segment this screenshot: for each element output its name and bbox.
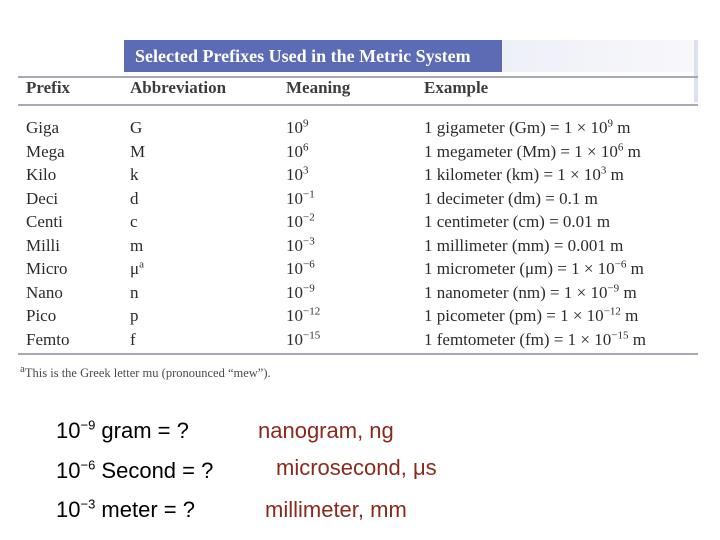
example-cell: 1 centimeter (cm) = 0.01 m [424, 212, 611, 231]
footnote-text: This is the Greek letter mu (pronounced “mew”). [24, 366, 271, 380]
table-row [0, 235, 720, 259]
table-body [0, 117, 720, 352]
prefix-cell: Nano [26, 282, 63, 302]
prefix-cell: Pico [26, 306, 57, 325]
bottom-rule [18, 353, 698, 355]
abbreviation-cell: f [130, 329, 136, 349]
example-cell: 1 nanometer $(nm) = 1 \times 10^{-9}$ m [424, 281, 637, 302]
header-prefix: Prefix [26, 78, 71, 97]
abbreviation-cell: k [130, 165, 139, 184]
example-cell: 1 decimeter (dm) = 0.1 m [424, 188, 598, 208]
abbreviation-cell: d [130, 188, 139, 208]
prefix-cell: Kilo [26, 165, 57, 184]
prefix-cell: Centi [26, 212, 63, 231]
header-abbreviation: Abbreviation [130, 78, 227, 97]
prefix-cell: Mega [26, 141, 65, 161]
abbreviation-cell: M [130, 141, 146, 161]
abbreviation-cell: n [130, 282, 139, 302]
table-title: Selected Prefixes Used in the Metric System [124, 40, 502, 72]
table-row [0, 282, 720, 306]
prefix-cell: Micro [26, 259, 68, 278]
meaning-cell: $10^{-3}$ [286, 234, 315, 255]
meaning-cell: $10^{-6}$ [286, 258, 315, 278]
table-header [0, 78, 720, 100]
abbreviation-cell: $\mu^a$ [130, 258, 145, 278]
meaning-cell: $10^6$ [286, 140, 309, 161]
table-row [0, 117, 720, 141]
answer-3: millimeter, mm [265, 497, 407, 522]
table-row [0, 329, 720, 353]
example-cell: 1 femtometer $(fm) = 1 \times 10^{-15}$ m [424, 328, 646, 349]
example-cell: 1 megameter $(Mm) = 1 \times 10^6$ m [424, 140, 641, 161]
example-cell: 1 gigameter $(Gm) = 1 \times 10^9$ m [424, 117, 631, 137]
title-bar-extension [502, 40, 698, 72]
table-row [0, 188, 720, 212]
meaning-cell: $10^{-1}$ [286, 187, 315, 208]
abbreviation-cell: G [130, 118, 143, 137]
example-cell: 1 picometer $(pm) = 1 \times 10^{-12}$ m [424, 305, 639, 325]
abbreviation-cell: p [130, 306, 139, 325]
meaning-cell: $10^{-15}$ [286, 328, 321, 349]
abbreviation-cell: m [130, 235, 144, 255]
table-row [0, 258, 720, 282]
meaning-cell: $10^{-2}$ [286, 211, 315, 231]
header-rule [18, 104, 698, 106]
answer-2: microsecond, μs [276, 455, 437, 480]
abbreviation-cell: c [130, 212, 138, 231]
header-meaning: Meaning [286, 78, 351, 97]
footnote-mark: a [20, 362, 25, 375]
example-cell: 1 kilometer $(km) = 1 \times 10^3$ m [424, 164, 624, 184]
meaning-cell: $10^{-9}$ [286, 281, 315, 302]
table-row [0, 211, 720, 235]
table-row [0, 164, 720, 188]
prefix-cell: Deci [26, 188, 59, 208]
answer-1: nanogram, ng [258, 418, 394, 443]
footnote [20, 362, 271, 381]
table-row [0, 305, 720, 329]
prefix-cell: Femto [26, 329, 70, 349]
meaning-cell: $10^3$ [286, 164, 309, 184]
table-row [0, 141, 720, 165]
meaning-cell: $10^9$ [286, 117, 309, 137]
prefix-cell: Milli [26, 235, 61, 255]
example-cell: 1 micrometer $(\mu m) = 1 \times 10^{-6}$ m [424, 258, 644, 278]
meaning-cell: $10^{-12}$ [286, 305, 321, 325]
example-cell: 1 millimeter (mm) = 0.001 m [424, 235, 624, 255]
question-2: $10^{-6}$ Second = ? [56, 457, 214, 483]
question-3: $10^{-3}$ meter = ? [56, 496, 195, 522]
prefix-cell: Giga [26, 118, 60, 137]
question-1: $10^{-9}$ gram = ? [56, 417, 189, 443]
header-example: Example [424, 78, 489, 97]
